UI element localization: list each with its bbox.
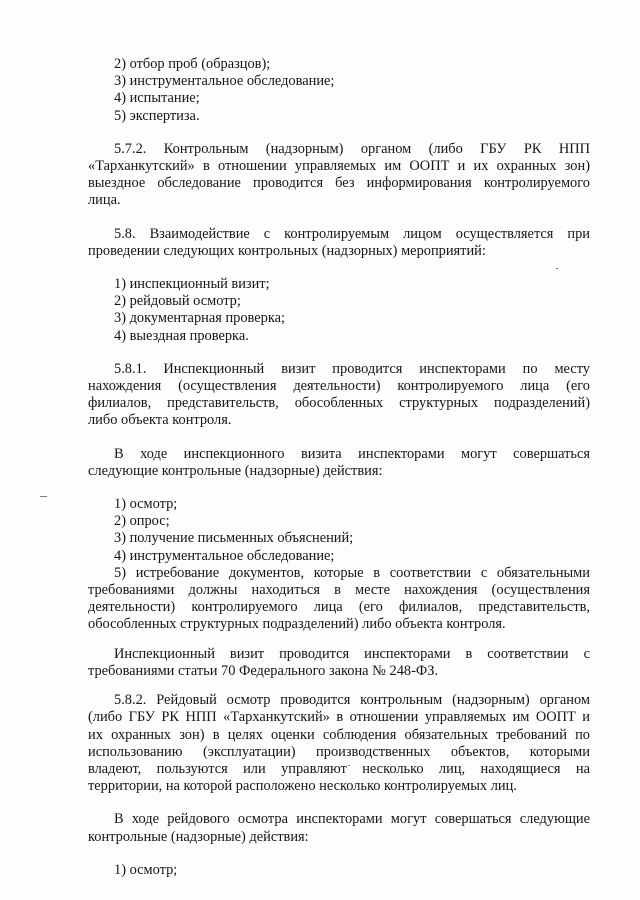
paragraph-line: требованиями должны находиться в месте нахождения (осуществления: [88, 582, 590, 599]
paragraph-line: Инспекционный визит проводится инспекторами в соответствии с: [114, 645, 590, 662]
paragraph-5-8-1: [88, 361, 590, 430]
paragraph-line: проведении следующих контрольных (надзорных) мероприятий:: [88, 242, 486, 259]
document-body: [88, 56, 590, 879]
paragraph-line: использованию (эксплуатации) производственных объектов, которыми: [88, 743, 590, 760]
list-item: 4) испытание;: [114, 90, 200, 107]
list-item: 2) отбор проб (образцов);: [114, 56, 271, 72]
paragraph-line: их охранных зон) в целях оценки соблюдения обязательных требований по: [88, 726, 590, 743]
paragraph-line: либо объекта контроля.: [88, 412, 232, 429]
list-item: 1) инспекционный визит;: [114, 276, 270, 293]
paragraph-line: выездное обследование проводится без информирования контролируемого: [88, 175, 590, 192]
paragraph-line: нахождения (осуществления деятельности) контролируемого лица (его: [88, 378, 590, 395]
paragraph-5-7-2: [88, 141, 590, 210]
paragraph-line: 5.7.2. Контрольным (надзорным) органом (либо ГБУ РК НПП: [114, 140, 590, 157]
list-item: 3) инструментальное обследование;: [114, 73, 335, 90]
paragraph-raid-actions: [88, 811, 590, 845]
paragraph-line: «Тарханкутский» в отношении управляемых им ООПТ и их охранных зон): [88, 158, 590, 175]
paragraph-line: деятельности) контролируемого лица (его филиалов, представительств,: [88, 599, 590, 616]
paragraph-line: 5.8.1. Инспекционный визит проводится инспекторами по месту: [114, 360, 590, 377]
paragraph-line: лица.: [88, 192, 121, 209]
paragraph-5-8: [88, 226, 590, 260]
inspection-actions-list: [88, 496, 590, 634]
list-item: 3) документарная проверка;: [114, 310, 285, 327]
paragraph-line: В ходе рейдового осмотра инспекторами могут совершаться следующие: [114, 811, 590, 828]
list-item: 5) истребование документов, которые в соответствии с обязательными: [114, 564, 590, 581]
paragraph-line: контрольные (надзорные) действия:: [88, 828, 309, 845]
paragraph-line: обособленных структурных подразделений) либо объекта контроля.: [88, 616, 506, 633]
paragraph-inspection-visit: [88, 646, 590, 680]
paragraph-line: территории, на которой расположено несколько контролируемых лиц.: [88, 778, 517, 795]
paragraph-inspection-actions: [88, 446, 590, 480]
paragraph-line: следующие контрольные (надзорные) действия:: [88, 462, 383, 479]
list-item: 4) инструментальное обследование;: [114, 547, 335, 564]
list-item: 2) рейдовый осмотр;: [114, 293, 241, 310]
paragraph-line: владеют, пользуются или управляют несколько лиц, находящиеся на: [88, 760, 590, 777]
paragraph-5-8-2: [88, 692, 590, 795]
scan-speck: [40, 496, 47, 497]
paragraph-line: 5.8. Взаимодействие с контролируемым лицом осуществляется при: [114, 225, 590, 242]
list-item: 1) осмотр;: [114, 861, 178, 878]
list-item: 2) опрос;: [114, 513, 170, 530]
paragraph-line: В ходе инспекционного визита инспекторами могут совершаться: [114, 445, 590, 462]
list-item: 1) осмотр;: [114, 496, 178, 513]
paragraph-line: требованиями статьи 70 Федерального закона № 248-ФЗ.: [88, 662, 439, 679]
paragraph-line: 5.8.2. Рейдовый осмотр проводится контрольным (надзорным) органом: [114, 692, 590, 709]
paragraph-line: филиалов, представительств, обособленных структурных подразделений): [88, 395, 590, 412]
raid-actions-list: [88, 862, 590, 879]
paragraph-line: (либо ГБУ РК НПП «Тарханкутский» в отношении управляемых им ООПТ и: [88, 709, 590, 726]
measures-list: [88, 276, 590, 345]
list-item: 5) экспертиза.: [114, 107, 200, 124]
list-item: 3) получение письменных объяснений;: [114, 530, 354, 547]
list-item: 4) выездная проверка.: [114, 327, 249, 344]
